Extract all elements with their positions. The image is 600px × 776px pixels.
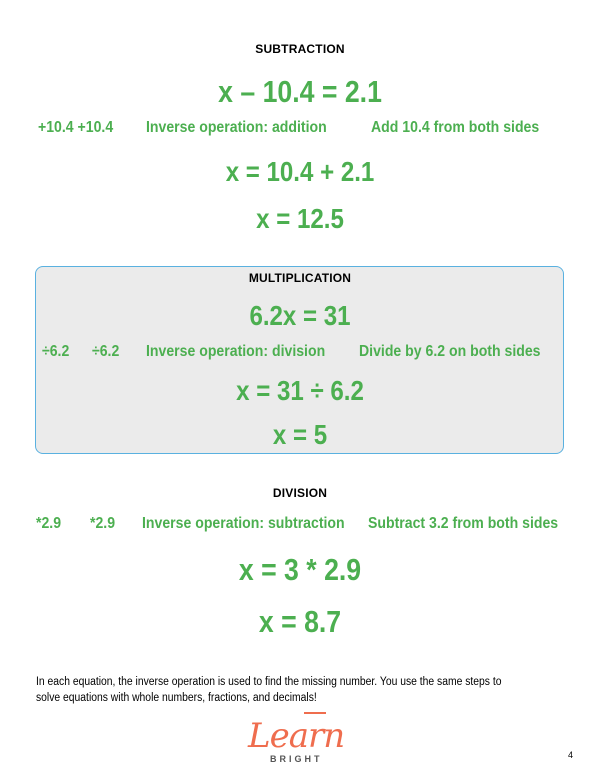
subtraction-rearranged: x = 10.4 + 2.1 [225, 156, 375, 187]
multiplication-solution: x = 5 [272, 419, 328, 450]
division-solution: x = 8.7 [258, 604, 342, 639]
subtraction-heading: SUBTRACTION [255, 42, 345, 56]
division-step-b: *2.9 [90, 515, 116, 532]
multiplication-step-operation: Inverse operation: division [146, 343, 326, 360]
explanation-text: In each equation, the inverse operation is used to find the missing number. You use the same steps to solve equations with whole numbers, fractions, and decimals! [36, 676, 502, 704]
division-step-a: *2.9 [36, 515, 62, 532]
subtraction-step-left: +10.4 +10.4 [38, 119, 114, 136]
subtraction-equation: x – 10.4 = 2.1 [218, 74, 382, 109]
subtraction-step-operation: Inverse operation: addition [146, 119, 327, 136]
multiplication-step-a: ÷6.2 [42, 343, 70, 360]
multiplication-rearranged: x = 31 ÷ 6.2 [236, 375, 364, 406]
subtraction-solution: x = 12.5 [256, 203, 344, 234]
logo-subtitle: BRIGHT [270, 754, 323, 764]
multiplication-heading: MULTIPLICATION [248, 271, 352, 285]
subtraction-step-instruction: Add 10.4 from both sides [371, 119, 540, 136]
division-rearranged: x = 3 * 2.9 [238, 552, 362, 587]
multiplication-step-b: ÷6.2 [92, 343, 120, 360]
multiplication-equation: 6.2x = 31 [249, 300, 351, 331]
logo-accent-mark [304, 712, 326, 714]
page-number: 4 [568, 750, 574, 760]
multiplication-step-instruction: Divide by 6.2 on both sides [359, 343, 541, 360]
division-heading: DIVISION [272, 486, 328, 500]
learn-bright-logo: Learn [248, 716, 345, 756]
division-step-instruction: Subtract 3.2 from both sides [368, 515, 559, 532]
division-step-operation: Inverse operation: subtraction [142, 515, 345, 532]
